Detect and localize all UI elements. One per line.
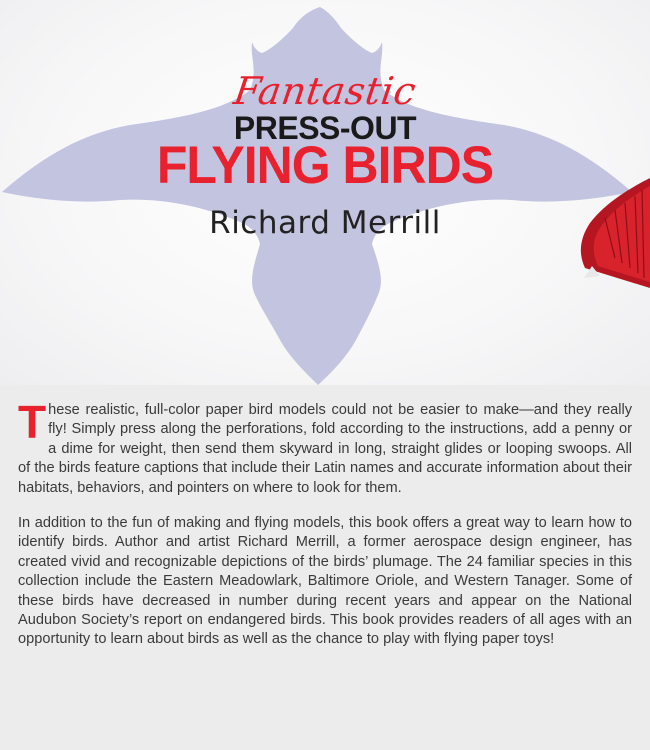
paragraph-1-text: hese realistic, full-color paper bird models could not be easier to make—and they really fly! Simply press along the perforations, fold according to the instructions, add a penny or a dime for weight, then send them skyward in long, straight glides or looping swoops. All of the birds feature captions that include their Latin names and accurate information about their habitats, behaviors, and pointers on where to look for them. (18, 402, 632, 496)
description-paragraph-2: In addition to the fun of making and flying models, this book offers a great way to learn how to identify birds. Author and artist Richard Merrill, a former aerospace design engineer, has created vivid and recognizable depictions of the birds’ plumage. The 24 familiar species in this collection include the Eastern Meadowlark, Baltimore Oriole, and Western Tanager. Some of these birds have decreased in number during recent years and appear on the National Audubon Society’s report on endangered birds. This book provides readers of all ages with an opportunity to learn about birds as well as the chance to play with flying paper toys! (18, 515, 632, 648)
description-panel (0, 385, 650, 750)
title-flying-birds: FLYING BIRDS (156, 135, 494, 195)
description-paragraph-1 (18, 396, 632, 498)
author-name: Richard Merrill (209, 205, 441, 241)
drop-cap: T (18, 396, 47, 448)
title-press-out: PRESS-OUT (233, 110, 417, 146)
title-fantastic: Fantastic (231, 69, 419, 113)
